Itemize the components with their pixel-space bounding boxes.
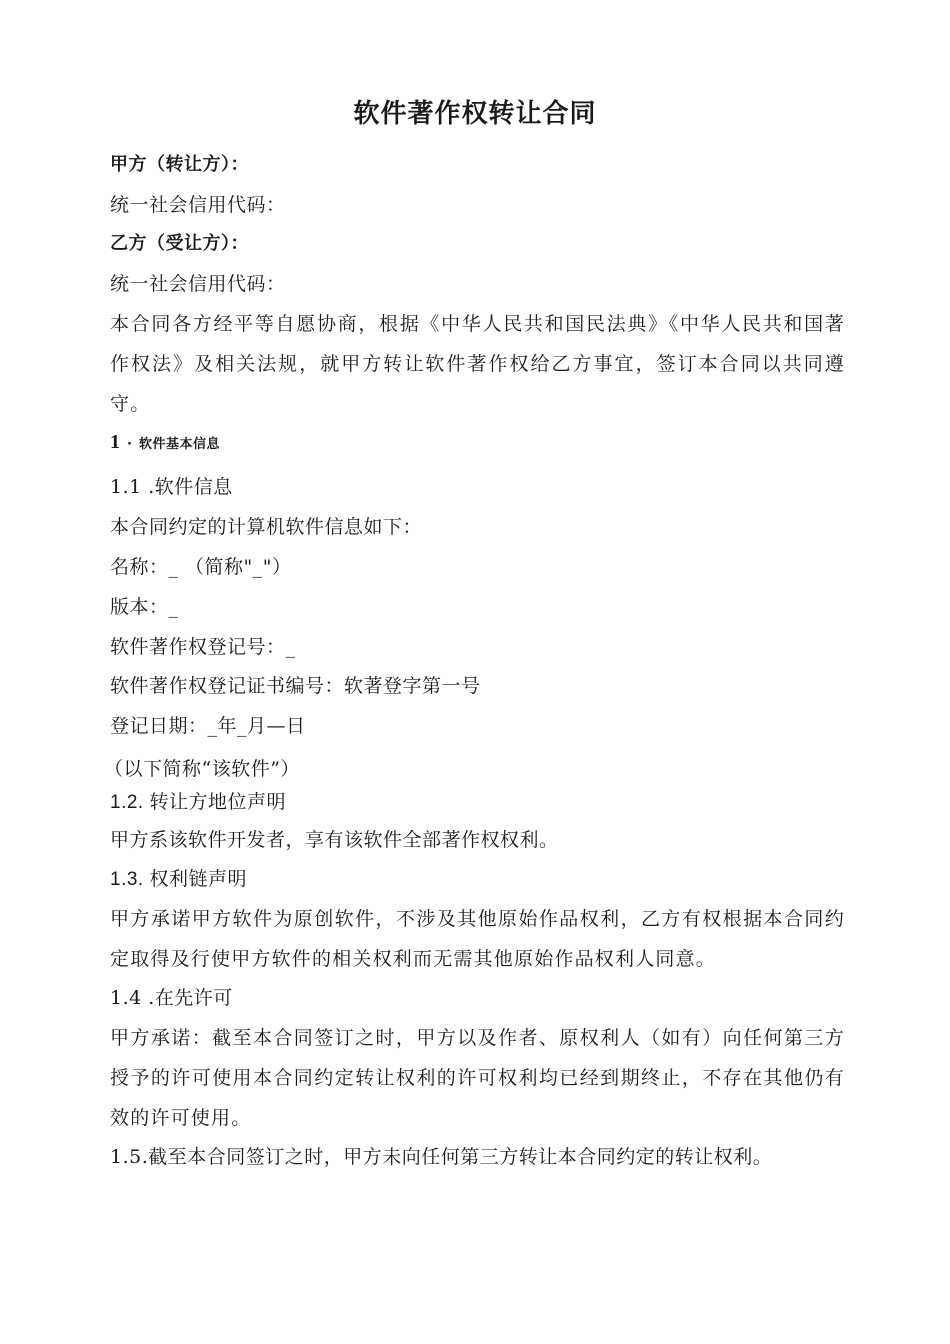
- subsection-1-3-heading: 1.3. 权利链声明: [110, 869, 247, 890]
- contract-title: 软件著作权转让合同: [353, 99, 597, 129]
- subsection-1-4-text: 甲方承诺：截至本合同签订之时，甲方以及作者、原权利人（如有）向任何第三方授予的许可使用本合同约定转让权利的许可权利均已经到期终止，不存在其他仍有效的许可使用。: [110, 1027, 845, 1129]
- intro-paragraph: 本合同各方经平等自愿协商，根据《中华人民共和国民法典》《中华人民共和国著作权法》及相关法规，就甲方转让软件著作权给乙方事宜，签订本合同以共同遵守。: [110, 313, 845, 415]
- subsection-1-1-heading: 1.1 .软件信息: [110, 476, 233, 498]
- software-info-lead: 本合同约定的计算机软件信息如下：: [110, 516, 423, 538]
- subsection-1-2-text: 甲方系该软件开发者，享有该软件全部著作权权利。: [110, 829, 559, 851]
- section-1-title: 软件基本信息: [139, 437, 221, 452]
- certificate-number: 软件著作权登记证书编号：软著登字第一号: [110, 675, 481, 697]
- section-1-separator: ·: [127, 437, 133, 452]
- subsection-1-2-heading: 1.2. 转让方地位声明: [110, 792, 286, 813]
- section-1-number: 1: [110, 431, 121, 453]
- software-alias: （以下简称“该软件”）: [104, 758, 300, 780]
- subsection-1-5-text: 1.5.截至本合同签订之时，甲方未向任何第三方转让本合同约定的转让权利。: [110, 1146, 773, 1168]
- registration-date: 登记日期：_年_月—日: [110, 715, 306, 737]
- software-name: 名称：_ （简称"_"）: [110, 556, 292, 578]
- software-version: 版本：_: [110, 596, 179, 618]
- party-b-credit-code: 统一社会信用代码：: [110, 273, 286, 295]
- subsection-1-4-heading: 1.4 .在先许可: [110, 987, 233, 1009]
- party-b-label: 乙方（受让方）：: [110, 233, 249, 254]
- party-a-credit-code: 统一社会信用代码：: [110, 194, 286, 216]
- registration-number: 软件著作权登记号：_: [110, 636, 296, 658]
- subsection-1-3-text: 甲方承诺甲方软件为原创软件，不涉及其他原始作品权利，乙方有权根据本合同约定取得及行使甲方软件的相关权利而无需其他原始作品权利人同意。: [110, 908, 845, 970]
- section-1-heading: [110, 422, 845, 465]
- party-a-label: 甲方（转让方）：: [110, 154, 249, 175]
